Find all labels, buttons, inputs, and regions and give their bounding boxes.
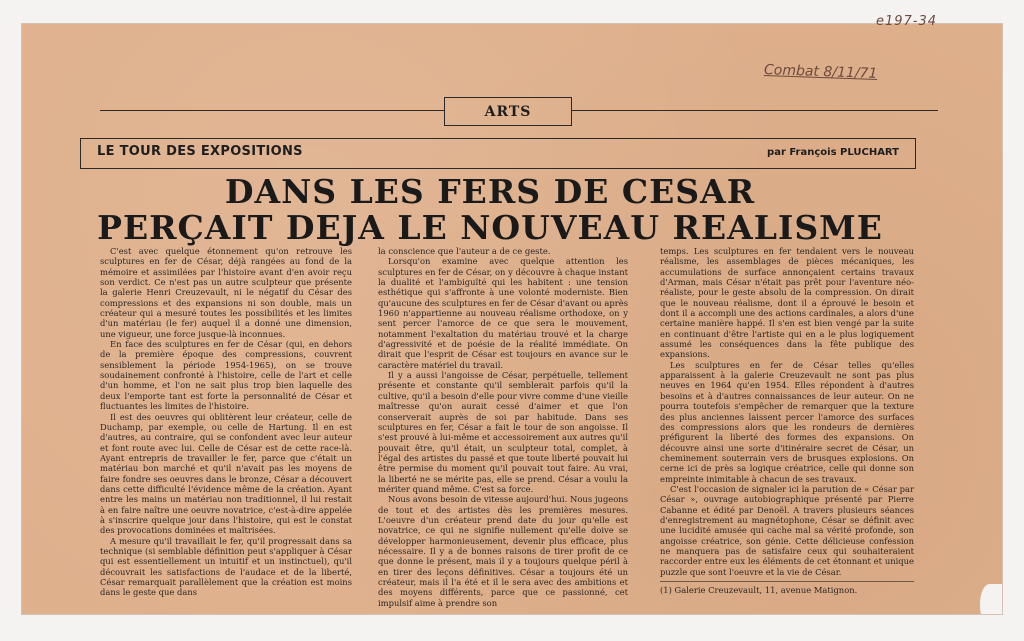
paragraph: Il est des oeuvres qui oblitèrent leur créateur, celle de Duchamp, par exemple, ou celle de Hartung. Il en est d'autres, au contraire, qui se confondent avec leur auteur et font route avec lui. Celle de César est de cette race-là. Ayant entrepris de travailler le fer, parce que c'était un matériau bon marché et qu'il n'avait pas les moyens de faire fondre ses oeuvres dans le bronze, César a découvert dans cette difficulté l'évidence même de la création. Ayant entre les mains un matériau non traditionnel, il lui restait à en faire naître une oeuvre novatrice, c'est-à-dire appelée à s'inscrire quelque jour dans l'histoire, qui est le constat des provocations dominées et maîtrisées. — [100, 411, 352, 536]
article-column-3 — [660, 246, 914, 595]
paragraph: Lorsqu'on examine avec quelque attention les sculptures en fer de César, on y découvre à chaque instant la dualité et l'ambiguïté qui les habitent : une tension esthétique qui s'affronte à une volonté moderniste. Bien qu'aucune des sculptures en fer de César d'avant ou après 1960 n'appartienne au nouveau réalisme orthodoxe, on y sent percer l'amorce de ce que sera le mouvement, notamment l'exaltation du matériau trouvé et la charge d'agressivité et de poésie de la réalité immédiate. On dirait que l'esprit de César est toujours en avance sur le caractère matériel du travail. — [378, 256, 628, 370]
paragraph: En face des sculptures en fer de César (qui, en dehors de la première époque des compressions, couvrent sensiblement la période 1954-1965), on se trouve soudainement confronté à l'histoire, celle de l'art et celle d'un homme, et l'on ne sait plus trop bien laquelle des deux l'emporte tant est forte la personnalité de César et fluctuantes les limites de l'histoire. — [100, 339, 352, 412]
paragraph: A mesure qu'il travaillait le fer, qu'il progressait dans sa technique (si semblable définition peut s'appliquer à César qui est essentiellement un intuitif et un instinctuel), qu'il découvrait les satisfactions de l'audace et de la liberté, César remarquait parallèlement que la création est moins dans le geste que dans — [100, 535, 352, 598]
torn-edge — [980, 584, 1002, 614]
section-rule-right — [572, 110, 938, 111]
headline-line-1: DANS LES FERS DE CESAR — [224, 172, 756, 211]
byline-box — [80, 138, 916, 169]
paragraph: C'est avec quelque étonnement qu'on retrouve les sculptures en fer de César, déjà rangées au fond de la mémoire et assimilées par l'histoire avant d'en avoir reçu son verdict. Ce n'est pas un autre sculpteur que présente la galerie Henri Creuzevault, ni le négatif du César des compressions et des expansions ni son double, mais un créateur qui a mesuré toutes les possibilités et les limites d'un matériau (le fer) auquel il a donné une dimension, une vigueur, une force jusque-là inconnues. — [100, 246, 352, 339]
section-box — [444, 97, 572, 126]
headline-line-2: PERÇAIT DEJA LE NOUVEAU REALISME — [97, 208, 883, 247]
author: par François PLUCHART — [767, 147, 899, 158]
paragraph: Les sculptures en fer de César telles qu'elles apparaissent à la galerie Creuzevault ne sont pas plus neuves en 1964 qu'en 1954. Elles répondent à d'autres besoins et à d'autres connaissances de leur auteur. On ne pourra toutefois s'empêcher de remarquer que la texture des plus anciennes laissent percer l'amorce des surfaces des compressions alors que les rondeurs de dernières préfigurent la liberté des formes des expansions. On découvre ainsi une sorte d'itinéraire secret de César, un cheminement souterrain vers de brusques explosions. On cerne ici de près sa logique créatrice, celle qui donne son empreinte inimitable à chacun de ses travaux. — [660, 359, 914, 484]
paragraph: Nous avons besoin de vitesse aujourd'hui. Nous jugeons de tout et des artistes dès les premières mesures. L'oeuvre d'un créateur prend date du jour qu'elle est novatrice, ce qui ne signifie nullement qu'elle doive se développer harmonieusement, devenir plus efficace, plus nécessaire. Il y a de bonnes raisons de tirer profit de ce que donne le présent, mais il y a toujours quelque péril à en tirer des leçons définitives. César a toujours été un créateur, mais il l'a été et il le sera avec des ambitions et des moyens différents, parce que ce passionné, cet impulsif aime à prendre son — [378, 494, 628, 608]
section-rule-left — [100, 110, 444, 111]
paragraph: Il y a aussi l'angoisse de César, perpétuelle, tellement présente et constante qu'il semblerait parfois qu'il la cultive, qu'il a besoin d'elle pour vivre comme d'une vieille maîtresse qu'on aurait cessé d'aimer et que l'on conserverait auprès de soi par habitude. Dans ses sculptures en fer, César a fait le tour de son angoisse. Il s'est prouvé à lui-même et accessoirement aux autres qu'il pouvait être, qu'il était, un sculpteur total, complet, à l'égal des artistes du passé et que toute liberté pouvait lui être permise du moment qu'il pouvait tout faire. Au vrai, la liberté ne se mérite pas, elle se prend. César a voulu la mériter quand même. C'est sa force. — [378, 370, 628, 494]
paragraph: la conscience que l'auteur a de ce geste. — [378, 246, 551, 256]
handwritten-source-note: Combat 8/11/71 — [763, 62, 878, 82]
article-column-2 — [378, 246, 628, 608]
archive-number: e197-34 — [876, 14, 938, 29]
rubric: LE TOUR DES EXPOSITIONS — [97, 144, 303, 159]
article-column-1 — [100, 246, 352, 598]
section-label: ARTS — [484, 103, 532, 120]
paragraph: C'est l'occasion de signaler ici la parution de « César par César », ouvrage autobiographique présenté par Pierre Cabanne et édité par Denoël. A travers plusieurs séances d'enregistrement au magnétophone, César se définit avec une lucidité amusée qui cache mal sa vérité profonde, son angoisse créatrice, son génie. Cette délicieuse confession ne manquera pas de satisfaire ceux qui souhaiteraient raccorder entre eux les éléments de cet étonnant et unique puzzle que sont l'oeuvre et la vie de César. — [660, 483, 914, 577]
paragraph: temps. Les sculptures en fer tendaient vers le nouveau réalisme, les assemblages de pièces mécaniques, les accumulations de surface annonçaient certains travaux d'Arman, mais César n'était pas prêt pour l'aventure néo-réaliste, pour le geste absolu de la compression. On dirait que le nouveau réalisme, dont il a éprouvé le besoin et dont il a accompli une des actions cardinales, a alors d'une certaine manière happé. Il s'en est bien vengé par la suite en continuant d'être l'artiste qui en a le plus logiquement assumé les conséquences dans la fête publique des expansions. — [660, 246, 914, 360]
footnote: (1) Galerie Creuzevault, 11, avenue Matignon. — [660, 581, 914, 595]
